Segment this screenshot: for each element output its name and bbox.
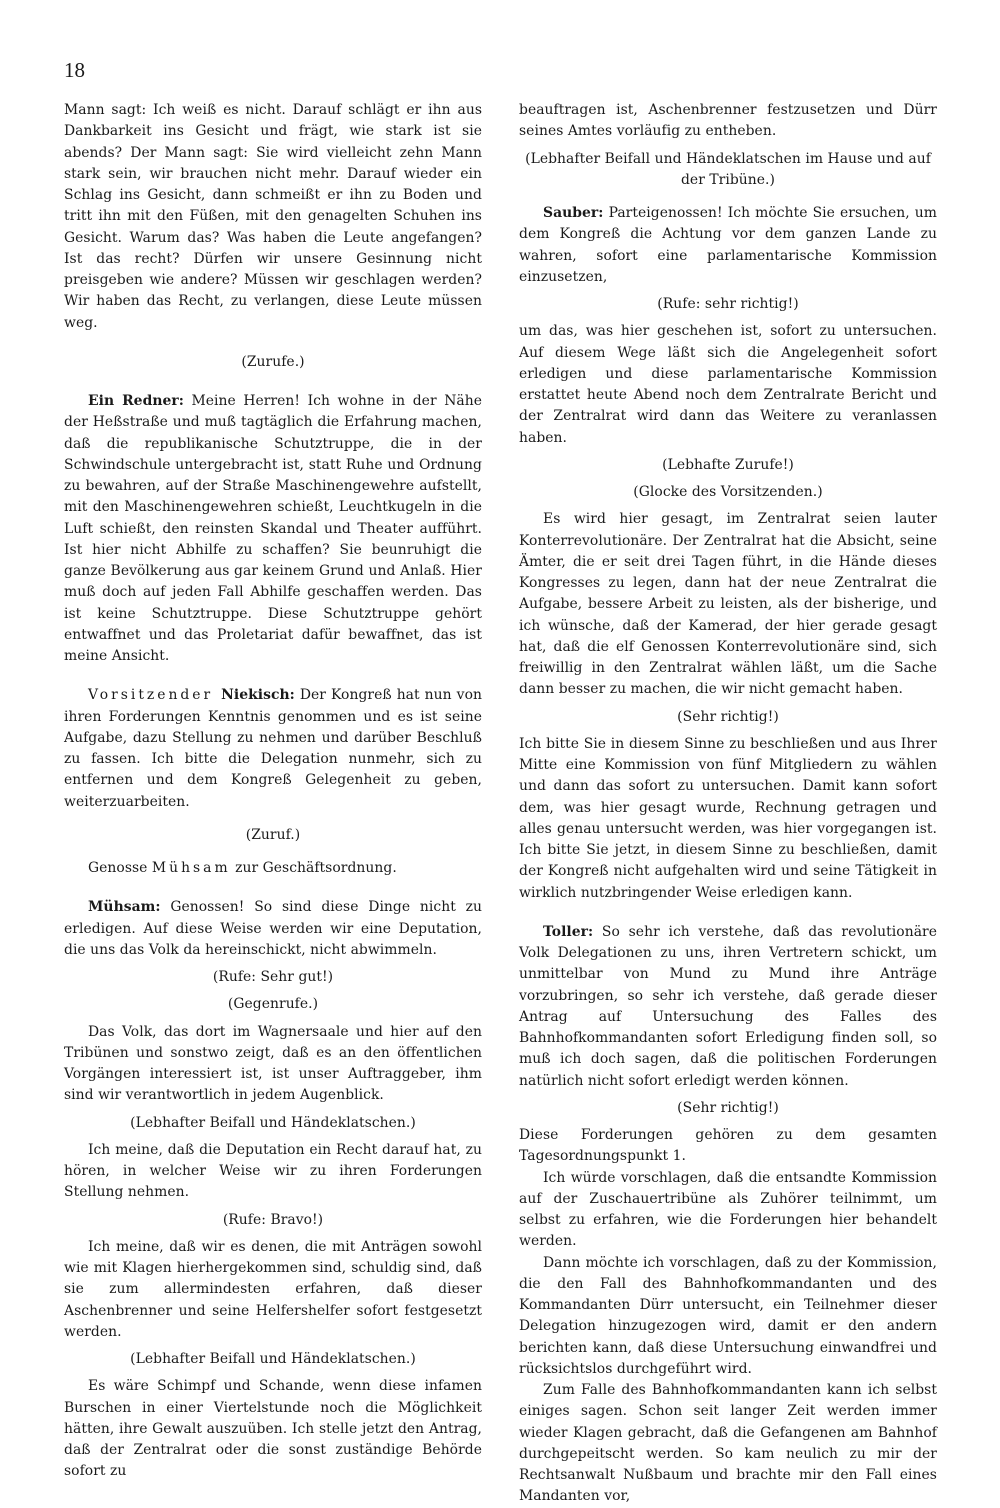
speaker-name: Sauber: bbox=[543, 205, 604, 221]
stage-direction: (Rufe: Sehr gut!) bbox=[212, 969, 334, 985]
right-column bbox=[519, 100, 937, 1508]
paragraph: Mann sagt: Ich weiß es nicht. Darauf schlägt er ihn aus Dankbarkeit ins Gesicht und frägt, wie stark ist sie abends? Der Mann sagt: Sie wird vielleicht zehn Mann stark sein, wir brauchen nicht mehr. Darauf wieder ein Schlag ins Gesicht, dann schmeißt er ihn zu Boden und tritt ihn mit den Füßen, mit den genagelten Schuhen ins Gesicht. Warum das? Was haben die Leute angefangen? Ist das recht? Dürfen wir unsere Gesinnung nicht preisgeben wie andere? Müssen wir geschlagen werden? Wir haben das Recht, zu verlangen, diese Leute müssen weg. bbox=[64, 102, 482, 331]
paragraph: beauftragen ist, Aschenbrenner festzusetzen und Dürr seines Amtes vorläufig zu entheben. bbox=[519, 102, 937, 140]
page-number: 18 bbox=[64, 58, 85, 82]
note-suffix: zur Geschäftsordnung. bbox=[230, 860, 397, 876]
paragraph: Es wäre Schimpf und Schande, wenn diese infamen Burschen in einer Viertelstunde noch die Möglichkeit hätten, ihre Gewalt auszuüben. Ich stelle jetzt den Antrag, daß der Zentralrat oder die sonst zuständige Behörde sofort zu bbox=[64, 1378, 482, 1480]
stage-direction: (Lebhafter Beifall und Händeklatschen.) bbox=[130, 1351, 416, 1367]
speaker-title: Vorsitzender bbox=[88, 687, 222, 704]
speech-text: Parteigenossen! Ich möchte Sie ersuchen, um dem Kongreß die Achtung vor dem ganzen Lande zu wahren, sofort eine parlamentarische Kommission einzusetzen, bbox=[519, 205, 937, 285]
speech-text: Genossen! So sind diese Dinge nicht zu erledigen. Auf diese Weise werden wir eine Deputation, die uns das Volk da hereinschickt, nicht abwimmeln. bbox=[64, 899, 482, 958]
speech-niekisch bbox=[64, 685, 482, 813]
stage-direction: (Lebhafte Zurufe!) bbox=[662, 456, 794, 473]
paragraph: Ich meine, daß die Deputation ein Recht darauf hat, zu hören, in welcher Weise wir zu ihren Forderungen Stellung nehmen. bbox=[64, 1141, 482, 1201]
stage-direction: (Sehr richtig!) bbox=[677, 1099, 779, 1116]
paragraph: Ich würde vorschlagen, daß die entsandte Kommission auf der Zuschauertribüne als Zuhörer teilnimmt, um selbst zu erfahren, wie die Forderungen hier behandelt werden. bbox=[519, 1169, 937, 1250]
stage-direction: (Gegenrufe.) bbox=[227, 996, 319, 1013]
speech-text: Meine Herren! Ich wohne in der Nähe der Heßstraße und muß tagtäglich die Erfahrung machen, daß die republikanische Schutztruppe, die in der Schwindschule untergebracht ist, statt Ruhe und Ordnung zu bewahren, auf der Straße Maschinengewehre aufstellt, mit den Maschinengewehren schießt, Leuchtkugeln in die Luft schießt, den reinsten Skandal und Theater aufführt. Ist hier nicht Abhilfe zu schaffen? Sie beunruhigt die ganze Bevölkerung aus gar keinem Grund und Anlaß. Hier muß doch auf jeden Fall Abhilfe geschaffen werden. Das ist keine Schutztruppe. Diese Schutztruppe gehört entwaffnet und das Proletariat dafür bewaffnet, das ist meine Ansicht. bbox=[64, 393, 482, 664]
stage-direction: (Rufe: Bravo!) bbox=[222, 1211, 324, 1228]
paragraph: Es wird hier gesagt, im Zentralrat seien lauter Konterrevolutionäre. Der Zentralrat hat die Absicht, seine Ämter, die er seit drei Tagen führt, in die Hände dieses Kongresses zu legen, dann hat der neue Zentralrat die Aufgabe, bessere Arbeit zu leisten, als der bisherige, und ich wünsche, daß der Kamerad, der hier gerade gesagt hat, daß die elf Genossen Konterrevolutionäre sind, sich freiwillig in den Zentralrat wählen läßt, um die Sache dann besser zu machen, die wir nicht gemacht haben. bbox=[519, 511, 937, 698]
speaker-name: Niekisch: bbox=[221, 687, 295, 704]
stage-direction: (Lebhafter Beifall und Händeklatschen im Hause und auf der Tribüne.) bbox=[525, 150, 931, 188]
speech-text: Der Kongreß hat nun von ihren Forderungen Kenntnis genommen und es ist seine Aufgabe, dazu Stellung zu nehmen und darüber Beschluß zu fassen. Ich bitte die Delegation nunmehr, sich zu entfernen und dem Kongreß Gelegenheit zu geben, weiterzuarbeiten. bbox=[64, 687, 482, 810]
speech-text: So sehr ich verstehe, daß das revolutionäre Volk Delegationen zu uns, ihren Vertretern schickt, um unmittelbar von Mund zu Mund ihre Anträge vorzubringen, so sehr ich verstehe, daß gerade dieser Antrag auf Untersuchung des Falles des Bahnhofkommandanten sofort Erledigung finden soll, so muß ich doch sagen, daß die politischen Forderungen natürlich nicht sofort erledigt werden können. bbox=[519, 923, 937, 1089]
speech-sauber bbox=[519, 203, 937, 288]
speaker-name: Toller: bbox=[543, 923, 594, 940]
paragraph: um das, was hier geschehen ist, sofort zu untersuchen. Auf diesem Wege läßt sich die Angelegenheit sofort erledigen und diese parlamentarische Kommission erstattet heute Abend noch dem Zentralrate Bericht und der Zentralrat wird dann das Weitere zu veranlassen haben. bbox=[519, 323, 937, 446]
paragraph: Zum Falle des Bahnhofkommandanten kann ich selbst einiges sagen. Schon seit langer Zeit werden immer wieder Klagen gebracht, daß die Gefangenen am Bahnhof durchgepeitscht werden. So kam neulich zu mir der Rechtsanwalt Nußbaum und brachte mir den Fall eines Mandanten vor, bbox=[519, 1382, 937, 1505]
left-column bbox=[64, 100, 482, 1483]
paragraph: Diese Forderungen gehören zu dem gesamten Tagesordnungspunkt 1. bbox=[519, 1127, 937, 1165]
paragraph: Ich meine, daß wir es denen, die mit Anträgen sowohl wie mit Klagen hierhergekommen sind, schuldig sind, daß sie zum allermindesten erfahren, daß dieser Aschenbrenner und seine Helfershelfer sofort festgesetzt werden. bbox=[64, 1238, 482, 1340]
speaker-name: Ein Redner: bbox=[88, 393, 184, 409]
stage-direction: (Glocke des Vorsitzenden.) bbox=[633, 484, 823, 500]
paragraph: Ich bitte Sie in diesem Sinne zu beschließen und aus Ihrer Mitte eine Kommission von fünf Mitgliedern zu wählen und dann das sofort zu untersuchen. Damit kann sofort dem, was hier gesagt wurde, Rechnung getragen und alles genau untersucht werden, was hier vorgegangen ist. Ich bitte Sie jetzt, in diesem Sinne zu beschließen, damit der Kongreß nicht aufgehalten wird und seine Tätigkeit in wirklich nutzbringender Weise erledigen kann. bbox=[519, 735, 937, 901]
paragraph: Das Volk, das dort im Wagnersaale und hier auf den Tribünen und sonstwo zeigt, daß es an den öffentlichen Vorgängen interessiert ist, ist unser Auftraggeber, ihm sind wir verantwortlich in jedem Augenblick. bbox=[64, 1023, 482, 1104]
stage-direction: (Sehr richtig!) bbox=[677, 708, 779, 725]
stage-direction: (Lebhafter Beifall und Händeklatschen.) bbox=[130, 1114, 416, 1131]
paragraph: Dann möchte ich vorschlagen, daß zu der Kommission, die den Fall des Bahnhofkommandanten und des Kommandanten Dürr untersucht, ein Teilnehmer dieser Delegation hinzugezogen wird, damit er den andern berichten kann, daß diese Untersuchung einwandfrei und rücksichtslos durchgeführt wird. bbox=[519, 1254, 937, 1377]
speaker-name: Mühsam: bbox=[88, 899, 161, 916]
speech-muehsam bbox=[64, 897, 482, 961]
procedural-note bbox=[64, 858, 482, 879]
speech-ein-redner bbox=[64, 391, 482, 667]
stage-direction: (Zurufe.) bbox=[241, 353, 305, 370]
stage-direction: (Zuruf.) bbox=[245, 826, 301, 843]
stage-direction: (Rufe: sehr richtig!) bbox=[657, 296, 799, 312]
note-prefix: Genosse bbox=[88, 860, 152, 876]
speech-toller bbox=[519, 922, 937, 1092]
note-name: Mühsam bbox=[151, 860, 231, 876]
